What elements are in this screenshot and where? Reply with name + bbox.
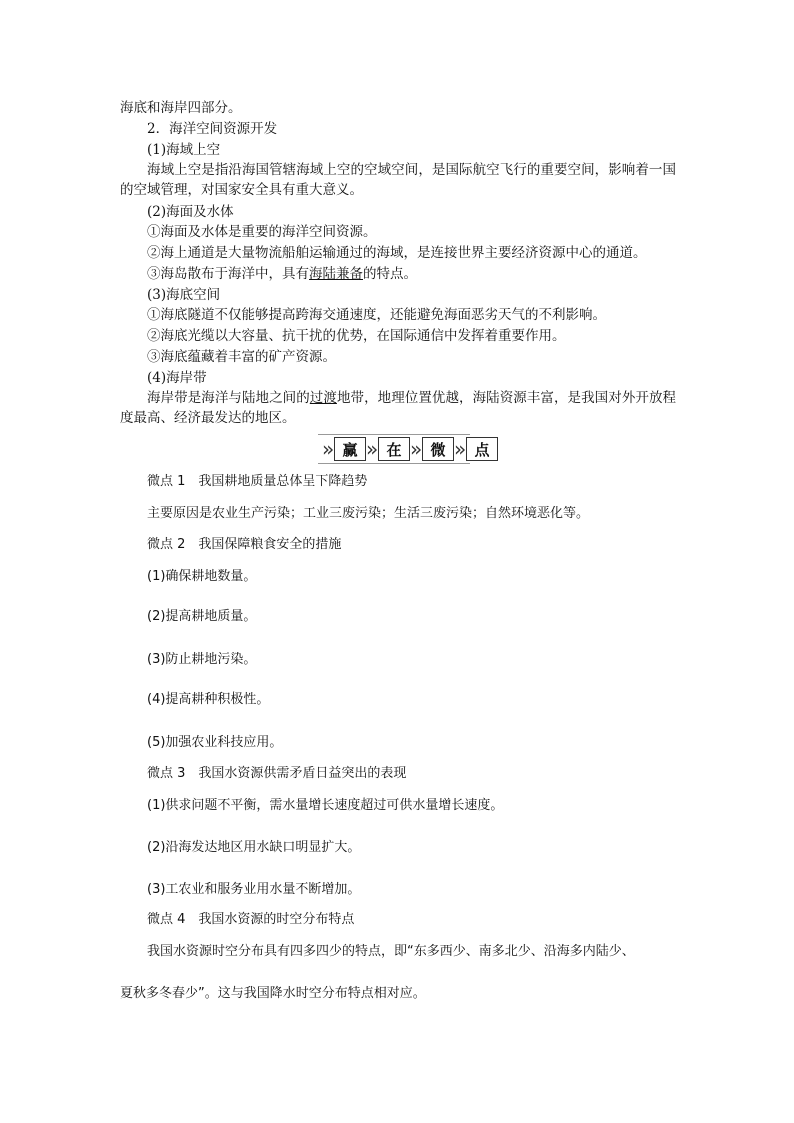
point-item: (2)沿海发达地区用水缺口明显扩大。 <box>147 840 361 855</box>
point-text: 主要原因是农业生产污染；工业三废污染；生活三废污染；自然环境恶化等。 <box>147 506 590 521</box>
point-text: 夏秋多冬春少”。这与我国降水时空分布特点相对应。 <box>120 986 426 1001</box>
subheading: (2)海面及水体 <box>147 204 234 220</box>
chevron-right-icon: » <box>410 437 423 461</box>
banner-char: 点 <box>466 437 498 461</box>
text-segment: 地带，地理位置优越，海陆资源丰富，是我国对外开放程度最高、经济最发达的地区。 <box>120 390 677 426</box>
underlined-term: 海陆兼备 <box>309 266 363 282</box>
paragraph <box>120 388 676 428</box>
text-segment: ③海岛散布于海洋中，具有 <box>147 266 309 282</box>
point-item: (1)确保耕地数量。 <box>147 569 257 584</box>
point-heading: 微点 2 我国保障粮食安全的措施 <box>147 537 342 552</box>
banner-char: 赢 <box>334 437 366 461</box>
text-line: ③海底蕴藏着丰富的矿产资源。 <box>147 349 336 365</box>
subheading: (3)海底空间 <box>147 287 221 303</box>
point-heading: 微点 1 我国耕地质量总体呈下降趋势 <box>147 474 368 489</box>
banner-char: 在 <box>378 437 410 461</box>
point-text: 我国水资源时空分布具有四多四少的特点，即“东多西少、南多北少、沿海多内陆少、 <box>147 944 635 959</box>
text-segment: 的特点。 <box>363 266 417 282</box>
banner-char: 微 <box>422 437 454 461</box>
text-line: ①海面及水体是重要的海洋空间资源。 <box>147 224 377 240</box>
point-item: (5)加强农业科技应用。 <box>147 735 283 750</box>
section-heading: 2．海洋空间资源开发 <box>147 121 278 137</box>
point-item: (4)提高耕种积极性。 <box>147 692 270 707</box>
text-line: 海底和海岸四部分。 <box>120 100 242 116</box>
text-line: ②海上通道是大量物流船舶运输通过的海域，是连接世界主要经济资源中心的通道。 <box>147 245 647 261</box>
chevron-right-icon: » <box>322 437 335 461</box>
chevron-right-icon: » <box>454 437 467 461</box>
point-heading: 微点 3 我国水资源供需矛盾日益突出的表现 <box>147 766 407 781</box>
paragraph: 海域上空是指沿海国管辖海域上空的空域空间，是国际航空飞行的重要空间，影响着一国的空域管理，对国家安全具有重大意义。 <box>120 162 676 198</box>
point-item: (1)供求问题不平衡，需水量增长速度超过可供水量增长速度。 <box>147 798 504 813</box>
section-banner <box>322 437 498 461</box>
text-segment: 海岸带是海洋与陆地之间的 <box>147 390 310 406</box>
chevron-right-icon: » <box>366 437 379 461</box>
text-line: ②海底光缆以大容量、抗干扰的优势，在国际通信中发挥着重要作用。 <box>147 328 566 344</box>
text-line: ①海底隧道不仅能够提高跨海交通速度，还能避免海面恶劣天气的不利影响。 <box>147 307 606 323</box>
point-item: (3)工农业和服务业用水量不断增加。 <box>147 882 361 897</box>
text-line <box>147 264 417 284</box>
subheading: (4)海岸带 <box>147 370 207 386</box>
subheading: (1)海域上空 <box>147 142 221 158</box>
point-item: (2)提高耕地质量。 <box>147 609 257 624</box>
underlined-term: 过渡 <box>309 390 337 406</box>
point-item: (3)防止耕地污染。 <box>147 652 257 667</box>
point-heading: 微点 4 我国水资源的时空分布特点 <box>147 912 355 927</box>
